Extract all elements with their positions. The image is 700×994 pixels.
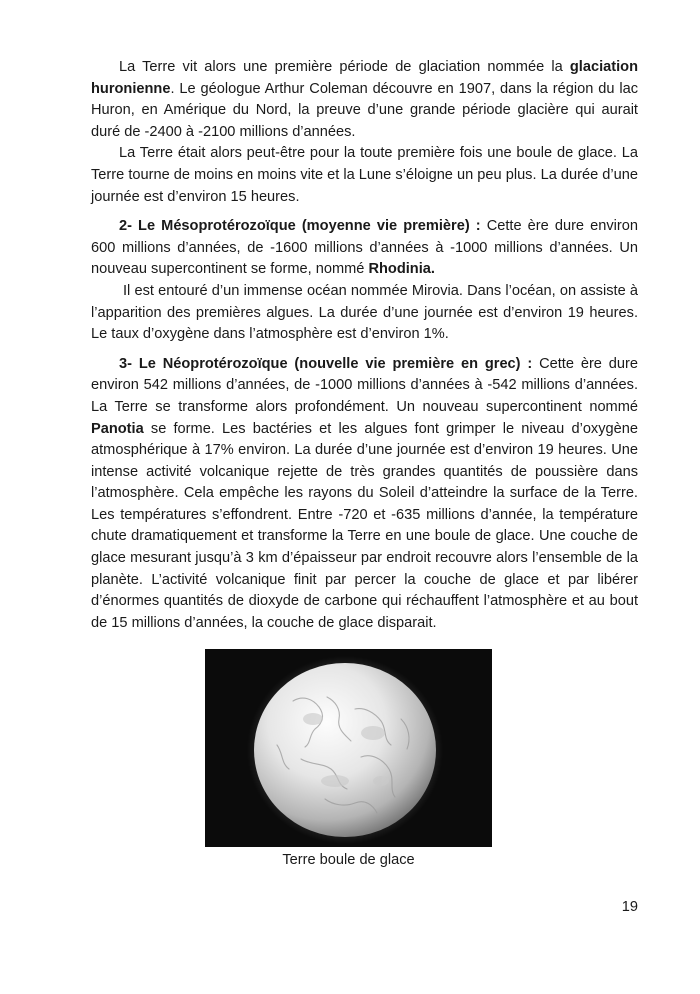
figure-caption: Terre boule de glace [282,852,415,868]
ice-globe-illustration [205,649,492,847]
page-body [91,57,638,634]
paragraph-boule-de-glace: La Terre était alors peut-être pour la toute première fois une boule de glace. La Terre tourne de moins en moins vite et la Lune s’éloigne un peu plus. La durée d’une journée est d’environ 15 heures. [91,145,638,205]
text: La Terre vit alors une première période de glaciation nommée la [119,59,570,75]
paragraph-mesoproterozoique [91,216,638,281]
paragraph-glaciation-huronienne [91,57,638,143]
text: . Le géologue Arthur Coleman découvre en 1907, dans la région du lac Huron, en Amérique du Nord, la preuve d’une grande période glacière qui aurait duré de -2400 à -2100 millions d’années. [91,80,638,140]
text: Cette ère dure environ 600 millions d’années, de -1600 millions d’années à -1000 millions d’années. Un nouveau supercontinent se forme, nommé [91,218,638,278]
term-glaciation-huronienne: glaciation huronienne [91,59,638,97]
paragraph-mirovia: Il est entouré d’un immense océan nommée Mirovia. Dans l’océan, on assiste à l’apparition des premières algues. La durée d’une journée est d’environ 19 heures. Le taux d’oxygène dans l’atmosphère est d’environ 1%. [91,282,638,343]
term-rhodinia: Rhodinia. [368,261,435,278]
paragraph-neoproterozoique [91,354,638,635]
snowball-earth-image [205,649,492,847]
heading-mesoproterozoique: 2- Le Mésoprotérozoïque (moyenne vie première) : [119,218,481,235]
page-number: 19 [621,899,638,915]
term-panotia: Panotia [91,420,144,437]
text: Cette ère dure environ 542 millions d’années, de -1000 millions d’années à -542 millions d’années. La Terre se transforme alors profondément. Un nouveau supercontinent nommé [91,355,638,415]
heading-neoproterozoique: 3- Le Néoprotérozoïque (nouvelle vie première en grec) : [119,355,533,372]
text: se forme. Les bactéries et les algues font grimper le niveau d’oxygène atmosphérique à 17% environ. La durée d’une journée est d’environ 19 heures. Une intense activité volcanique rejette de très grandes quantités de poussière dans l’atmosphère. Cela empêche les rayons du Soleil d’atteindre la surface de la Terre. Les températures s’effondrent. Entre -720 et -635 millions d’année, la température chute dramatiquement et transforme la Terre en une boule de glace. Une couche de glace mesurant jusqu’à 3 km d’épaisseur par endroit recouvre alors l’ensemble de la planète. L’activité volcanique finit par percer la couche de glace et par libérer d’énormes quantités de dioxyde de carbone qui réchauffent l’atmosphère et au bout de 15 millions d’années, la couche de glace disparait. [91,420,638,631]
